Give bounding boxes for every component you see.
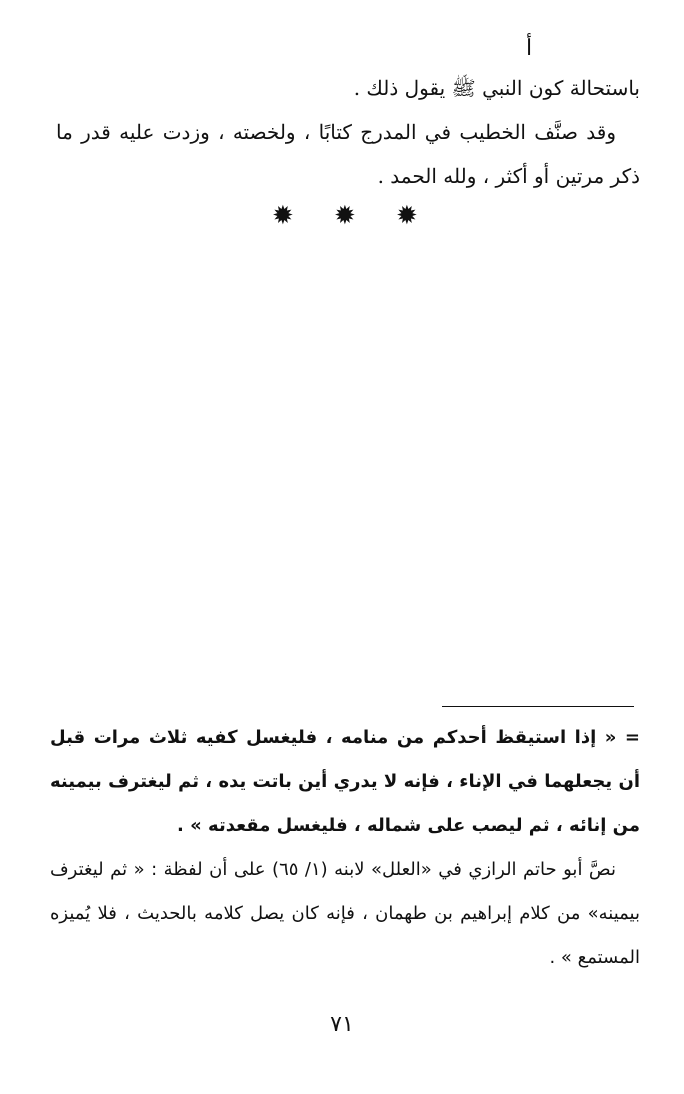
section-separator [0,198,684,234]
footnote-paragraph: نصَّ أبو حاتم الرازي في «العلل» لابنه (١/ ٦٥) على أن لفظة : « ثم ليغترف بيمينه» من كلام إبراهيم بن طهمان ، فإنه كان يصل كلامه بالحديث ، فلا يُميزه المستمع » . [50,859,640,968]
top-marginal-mark: أ [525,36,533,61]
main-text-block [56,66,640,198]
separator-star-icon: ✹ [396,201,418,231]
page-number: ٧١ [330,1012,354,1037]
footnote-rule [442,706,634,707]
main-paragraph-1: باستحالة كون النبي ﷺ يقول ذلك . [353,76,640,100]
separator-star-icon: ✹ [272,201,294,231]
main-paragraph-2: وقد صنَّف الخطيب في المدرج كتابًا ، ولخصته ، وزدت عليه قدر ما ذكر مرتين أو أكثر ، ولله الحمد . [56,120,640,188]
separator-star-icon: ✹ [334,201,356,231]
footnotes-block [50,716,640,980]
footnote-continuation: = « إذا استيقظ أحدكم من منامه ، فليغسل كفيه ثلاث مرات قبل أن يجعلهما في الإناء ، فإنه لا يدري أين باتت يده ، ثم ليغترف بيمينه من إنائه ، ثم ليصب على شماله ، فليغسل مقعدته » . [50,727,640,836]
